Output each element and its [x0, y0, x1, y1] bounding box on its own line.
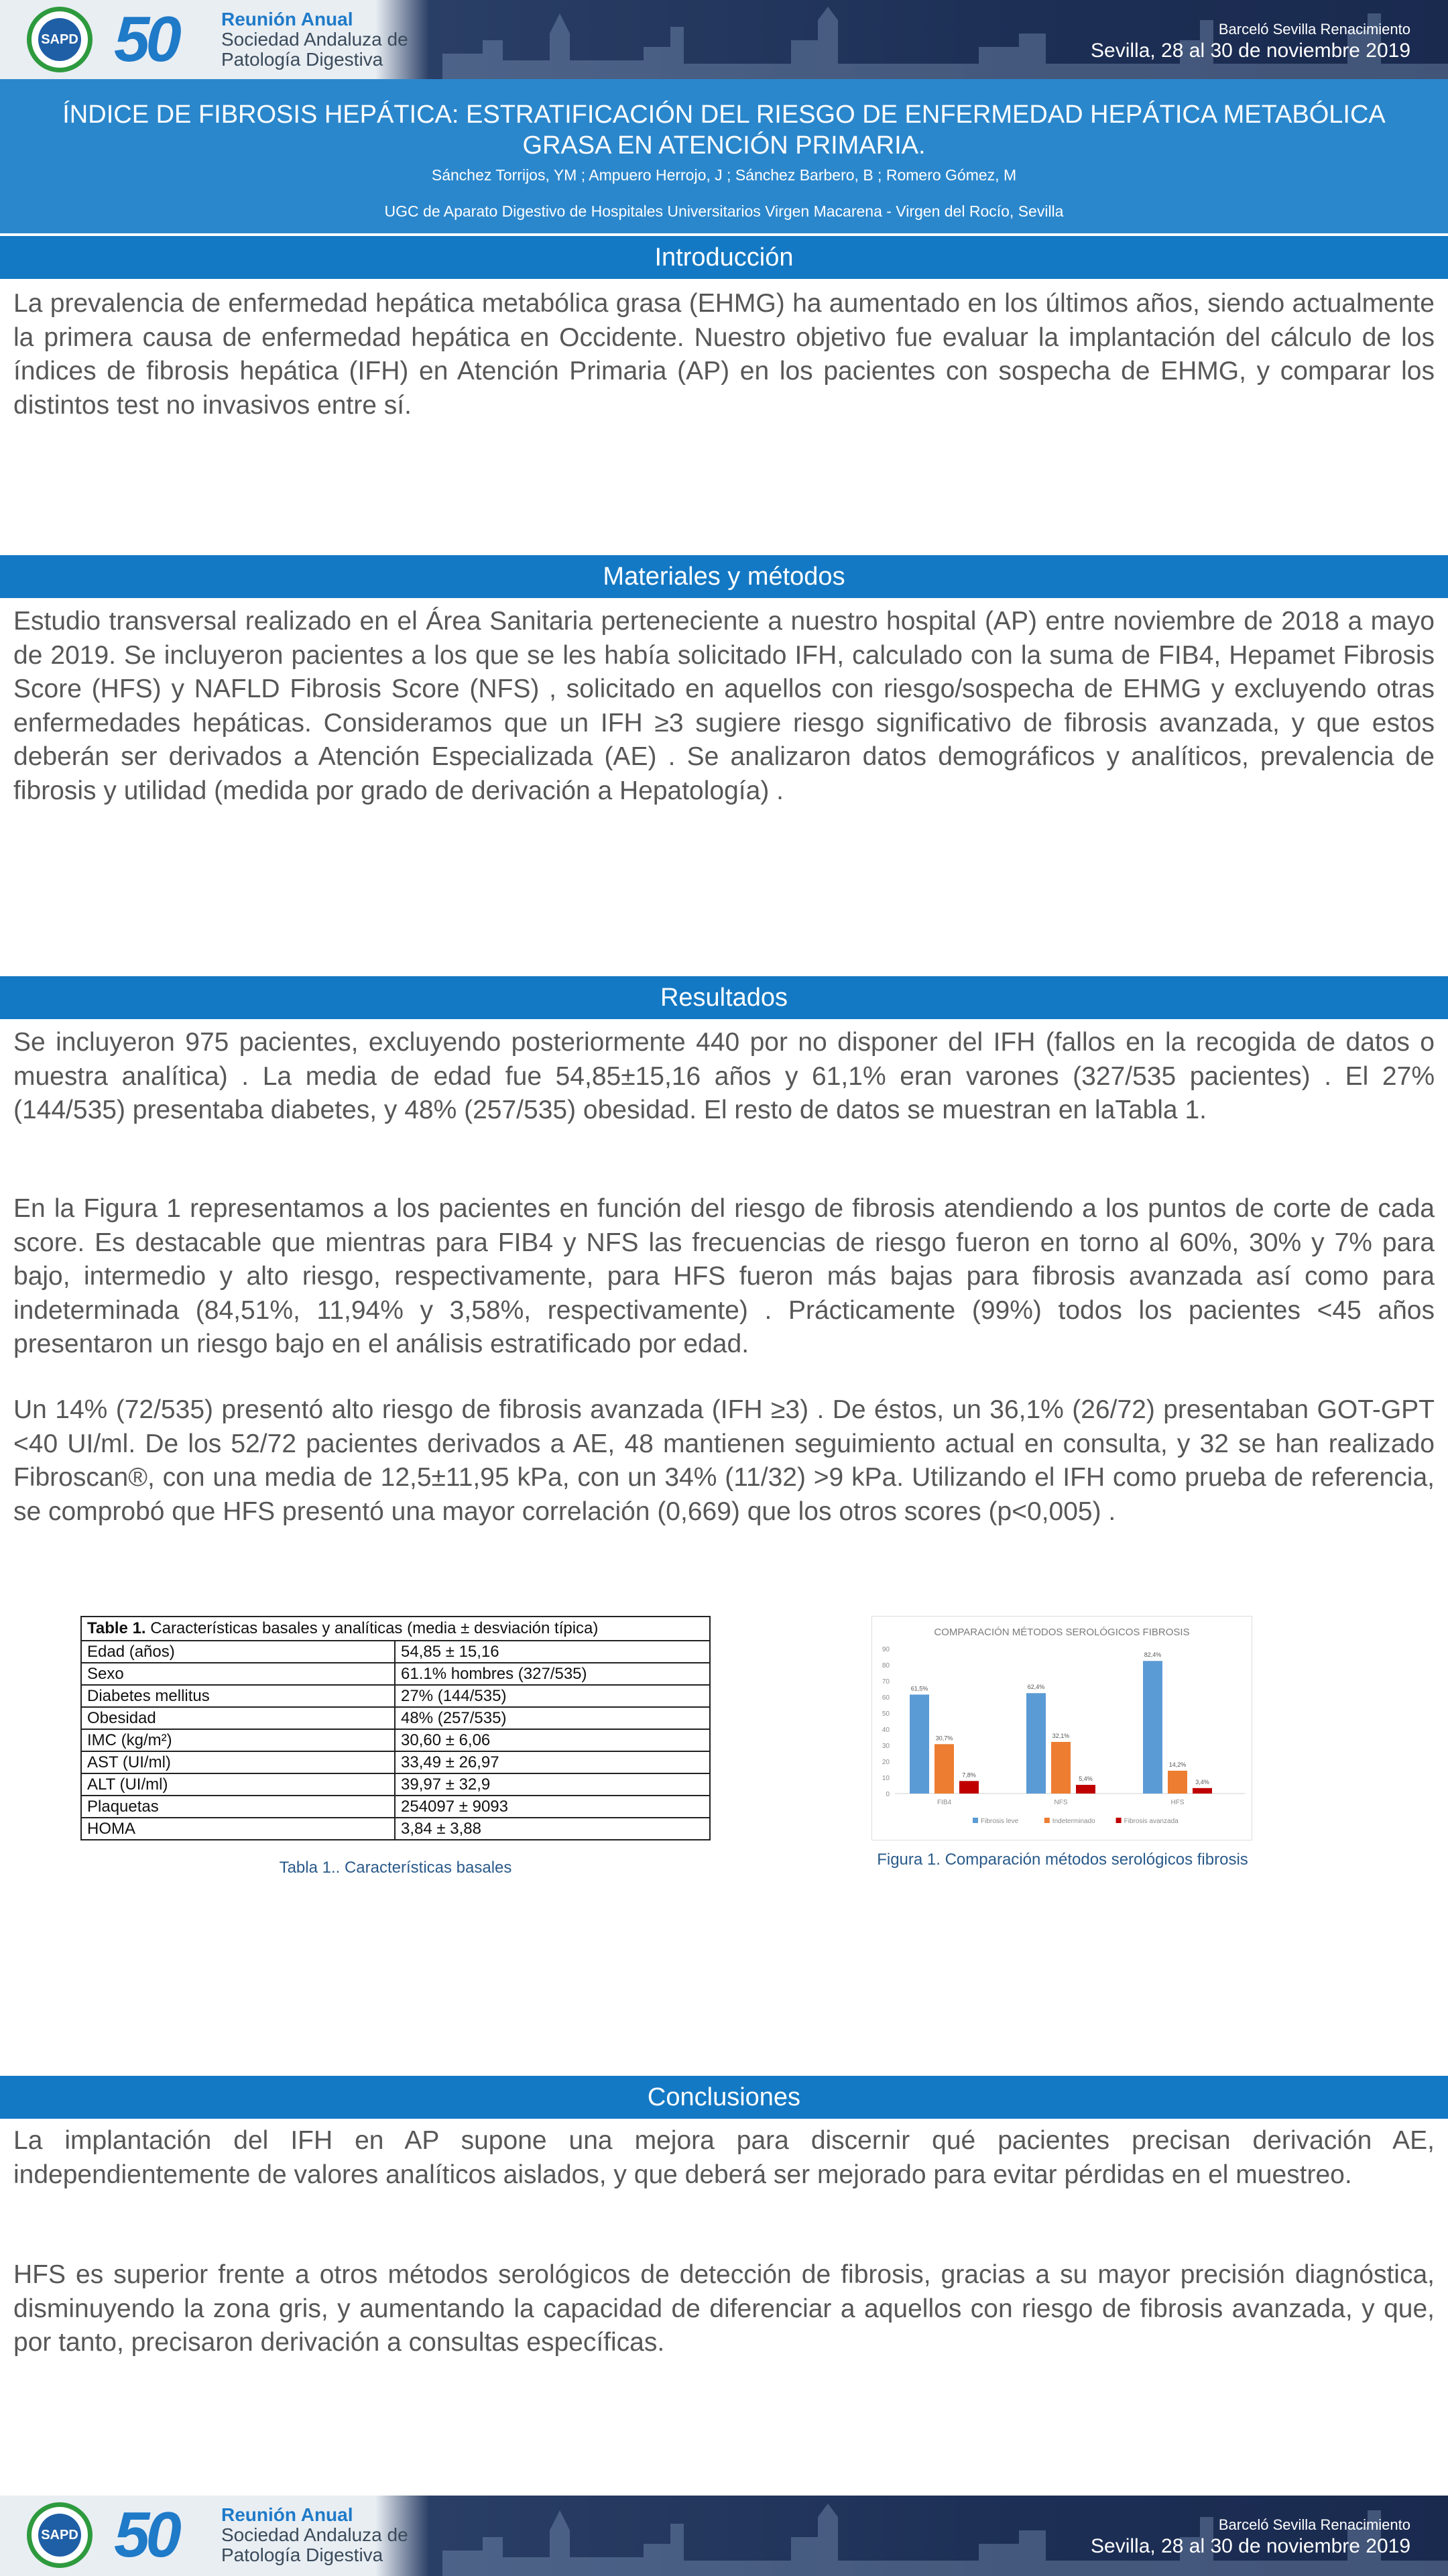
section-heading-intro: Introducción — [0, 236, 1448, 279]
table-cell-value: 27% (144/535) — [395, 1685, 710, 1707]
data-label: 3,4% — [1195, 1778, 1209, 1785]
meeting-line-2: Sociedad Andaluza de — [221, 29, 408, 50]
y-tick-label: 30 — [882, 1743, 890, 1750]
chart-title: COMPARACIÓN MÉTODOS SEROLÓGICOS FIBROSIS — [934, 1627, 1190, 1638]
table-cell-value: 3,84 ± 3,88 — [395, 1818, 710, 1840]
table-cell-label: Edad (años) — [81, 1641, 395, 1663]
table-row — [81, 1641, 710, 1663]
data-label: 32,1% — [1052, 1732, 1070, 1739]
table-cell-value: 54,85 ± 15,16 — [395, 1641, 710, 1663]
bar — [1076, 1785, 1095, 1794]
baseline-table — [80, 1616, 711, 1840]
figure-1 — [871, 1616, 1252, 1840]
conclusions-paragraph-1: La implantación del IFH en AP supone una mejora para discernir qué pacientes precisan derivación AE, independientemente de valores analíticos aislados, y que deberá ser mejorado para evitar pérdidas en el muestreo. — [13, 2126, 1435, 2189]
table-row — [81, 1707, 710, 1729]
table-row — [81, 1663, 710, 1685]
table-cell-label: HOMA — [81, 1818, 395, 1840]
y-tick-label: 90 — [882, 1646, 890, 1653]
y-tick-label: 40 — [882, 1726, 890, 1734]
bar — [910, 1694, 929, 1794]
section-heading-results: Resultados — [0, 976, 1448, 1019]
intro-text: La prevalencia de enfermedad hepática metabólica grasa (EHMG) ha aumentado en los últimos años, siendo actualmente la primera causa de enfermedad hepática en Occidente. Nuestro objetivo fue evaluar la implantación del cálculo de los índices de fibrosis hepática (IFH) en Atención Primaria (AP) en los pacientes con sospecha de EHMG, y comparar los distintos test no invasivos entre sí. — [13, 289, 1435, 420]
footer-event-dates: Sevilla, 28 al 30 de noviembre 2019 — [1091, 2535, 1410, 2557]
authors: Sánchez Torrijos, YM ; Ampuero Herrojo, J ; Sánchez Barbero, B ; Romero Gómez, M — [431, 166, 1017, 184]
table-row — [81, 1751, 710, 1773]
table-cell-value: 61.1% hombres (327/535) — [395, 1663, 710, 1685]
event-dates: Sevilla, 28 al 30 de noviembre 2019 — [1091, 40, 1410, 62]
table-row — [81, 1685, 710, 1707]
y-tick-label: 0 — [886, 1791, 890, 1798]
table-cell-label: IMC (kg/m²) — [81, 1729, 395, 1751]
legend-swatch — [1116, 1818, 1122, 1823]
footer-meeting-line-2: Sociedad Andaluza de — [221, 2524, 408, 2545]
bar — [1051, 1742, 1071, 1794]
meeting-name — [221, 9, 408, 70]
bar — [1026, 1693, 1046, 1794]
table-cell-label: Sexo — [81, 1663, 395, 1685]
table-cell-value: 48% (257/535) — [395, 1707, 710, 1729]
table-cell-label: Diabetes mellitus — [81, 1685, 395, 1707]
data-label: 5,4% — [1079, 1775, 1093, 1783]
data-label: 62,4% — [1027, 1684, 1045, 1691]
table-cell-label: ALT (UI/ml) — [81, 1773, 395, 1796]
section-heading-methods: Materiales y métodos — [0, 555, 1448, 598]
footer-fifty-logo: 50 — [114, 2499, 178, 2571]
table-cell-value: 254097 ± 9093 — [395, 1796, 710, 1818]
table-row — [81, 1818, 710, 1840]
meeting-line-1: Reunión Anual — [221, 9, 353, 30]
results-paragraph-1: Se incluyeron 975 pacientes, excluyendo posteriormente 440 por no disponer del IFH (fallos en la recogida de datos o muestra analítica) . La media de edad fue 54,85±15,16 años y 61,1% eran varones (327/535 pacientes) . El 27% (144/535) presentaba diabetes, y 48% (257/535) obesidad. El resto de datos se muestran en laTabla 1. — [13, 1028, 1435, 1124]
table-title — [80, 1616, 711, 1640]
data-label: 61,5% — [910, 1685, 928, 1692]
sapd-logo-text: SAPD — [38, 18, 81, 61]
meeting-line-3: Patología Digestiva — [221, 49, 383, 70]
methods-text: Estudio transversal realizado en el Área Sanitaria perteneciente a nuestro hospital (AP) entre noviembre de 2018 a mayo de 2019. Se incluyeron pacientes a los que se les había solicitado IFH, calculado con la suma de FIB4, Hepamet Fibrosis Score (HFS) y NAFLD Fibrosis Score (NFS) , solicitado en aquellos con riesgo/sospecha de EHMG y excluyendo otras enfermedades hepáticas. Consideramos que un IFH ≥3 sugiere riesgo significativo de fibrosis avanzada, y que estos deberán ser derivados a Atención Especializada (AE) . Se analizaron datos demográficos y analíticos, prevalencia de fibrosis y utilidad (medida por grado de derivación a Hepatología) . — [13, 607, 1435, 805]
poster-title: ÍNDICE DE FIBROSIS HEPÁTICA: ESTRATIFICACIÓN DEL RIESGO DE ENFERMEDAD HEPÁTICA METABÓLICA GRASA EN ATENCIÓN PRIMARIA. — [62, 101, 1386, 160]
legend-entry: Fibrosis avanzada — [1124, 1818, 1179, 1825]
x-tick-label: FIB4 — [937, 1799, 952, 1806]
institution: UGC de Aparato Digestivo de Hospitales Universitarios Virgen Macarena - Virgen del Rocío, Sevilla — [384, 202, 1064, 220]
table-cell-value: 39,97 ± 32,9 — [395, 1773, 710, 1796]
table-cell-value: 33,49 ± 26,97 — [395, 1751, 710, 1773]
footer-sapd-logo-text: SAPD — [38, 2514, 81, 2557]
table-title-bold: Table 1. — [87, 1619, 146, 1637]
y-tick-label: 70 — [882, 1678, 890, 1686]
footer-sapd-logo — [27, 2502, 93, 2568]
data-label: 30,7% — [935, 1735, 953, 1742]
x-tick-label: NFS — [1054, 1799, 1068, 1806]
data-label: 82,4% — [1144, 1651, 1162, 1659]
title-block — [0, 79, 1448, 233]
table-cell-label: AST (UI/ml) — [81, 1751, 395, 1773]
y-tick-label: 60 — [882, 1694, 890, 1702]
footer-venue-name: Barceló Sevilla Renacimiento — [1218, 2516, 1410, 2533]
table-caption: Tabla 1.. Características basales — [279, 1859, 512, 1877]
bar — [1143, 1661, 1162, 1794]
results-paragraph-2: En la Figura 1 representamos a los pacientes en función del riesgo de fibrosis atendiendo a los puntos de corte de cada score. Es destacable que mientras para FIB4 y NFS las frecuencias de riesgo fueron en torno al 60%, 30% y 7% para bajo, intermedio y alto riesgo, respectivamente, para HFS fueron más bajas para fibrosis avanzada así como para indeterminada (84,51%, 11,94% y 3,58%, respectivamente) . Prácticamente (99%) todos los pacientes <45 años presentaron un riesgo bajo en el análisis estratificado por edad. — [13, 1194, 1435, 1358]
venue-name: Barceló Sevilla Renacimiento — [1218, 21, 1410, 38]
data-label: 14,2% — [1168, 1761, 1187, 1768]
figure-caption: Figura 1. Comparación métodos serológicos fibrosis — [877, 1851, 1248, 1869]
table-1 — [80, 1616, 711, 1840]
y-tick-label: 10 — [882, 1775, 890, 1782]
bar — [1168, 1771, 1187, 1794]
data-label: 7,8% — [962, 1771, 976, 1779]
bar — [934, 1744, 954, 1794]
conclusions-paragraph-2: HFS es superior frente a otros métodos serológicos de detección de fibrosis, gracias a su mayor precisión diagnóstica, disminuyendo la zona gris, y aumentando la capacidad de diferenciar a aquellos con riesgo de fibrosis avanzada, y que, por tanto, precisaron derivación a consultas específicas. — [13, 2260, 1435, 2357]
legend-entry: Indeterminado — [1052, 1818, 1095, 1825]
table-cell-label: Plaquetas — [81, 1796, 395, 1818]
y-tick-label: 50 — [882, 1710, 890, 1718]
table-row — [81, 1796, 710, 1818]
x-tick-label: HFS — [1170, 1799, 1185, 1806]
bar — [959, 1781, 979, 1794]
bar — [1193, 1788, 1212, 1794]
venue-info — [1091, 20, 1410, 63]
footer-meeting-name — [221, 2505, 408, 2565]
legend-swatch — [973, 1818, 978, 1823]
y-tick-label: 80 — [882, 1662, 890, 1670]
footer-venue-info — [1091, 2516, 1410, 2559]
table-row — [81, 1729, 710, 1751]
table-row — [81, 1773, 710, 1796]
results-paragraph-3: Un 14% (72/535) presentó alto riesgo de fibrosis avanzada (IFH ≥3) . De éstos, un 36,1% (26/72) presentaban GOT-GPT <40 UI/ml. De los 52/72 pacientes derivados a AE, 48 mantienen seguimiento actual en consulta, y 32 se han realizado Fibroscan®, con una media de 12,5±11,95 kPa, con un 34% (11/32) >9 kPa. Utilizando el IFH como prueba de referencia, se comprobó que HFS presentó una mayor correlación (0,669) que los otros scores (p<0,005) . — [13, 1395, 1435, 1526]
section-heading-conclusions: Conclusiones — [0, 2076, 1448, 2119]
legend-swatch — [1044, 1818, 1050, 1823]
legend-entry: Fibrosis leve — [981, 1818, 1019, 1825]
y-tick-label: 20 — [882, 1759, 890, 1766]
header-banner — [0, 0, 1448, 79]
fifty-logo: 50 — [114, 3, 178, 75]
footer-meeting-line-3: Patología Digestiva — [221, 2544, 383, 2565]
table-cell-value: 30,60 ± 6,06 — [395, 1729, 710, 1751]
footer-meeting-line-1: Reunión Anual — [221, 2504, 353, 2525]
table-cell-label: Obesidad — [81, 1707, 395, 1729]
fibrosis-chart — [872, 1617, 1252, 1840]
table-title-rest: Características basales y analíticas (media ± desviación típica) — [145, 1619, 599, 1637]
sapd-logo — [27, 7, 93, 72]
footer-banner — [0, 2496, 1448, 2576]
